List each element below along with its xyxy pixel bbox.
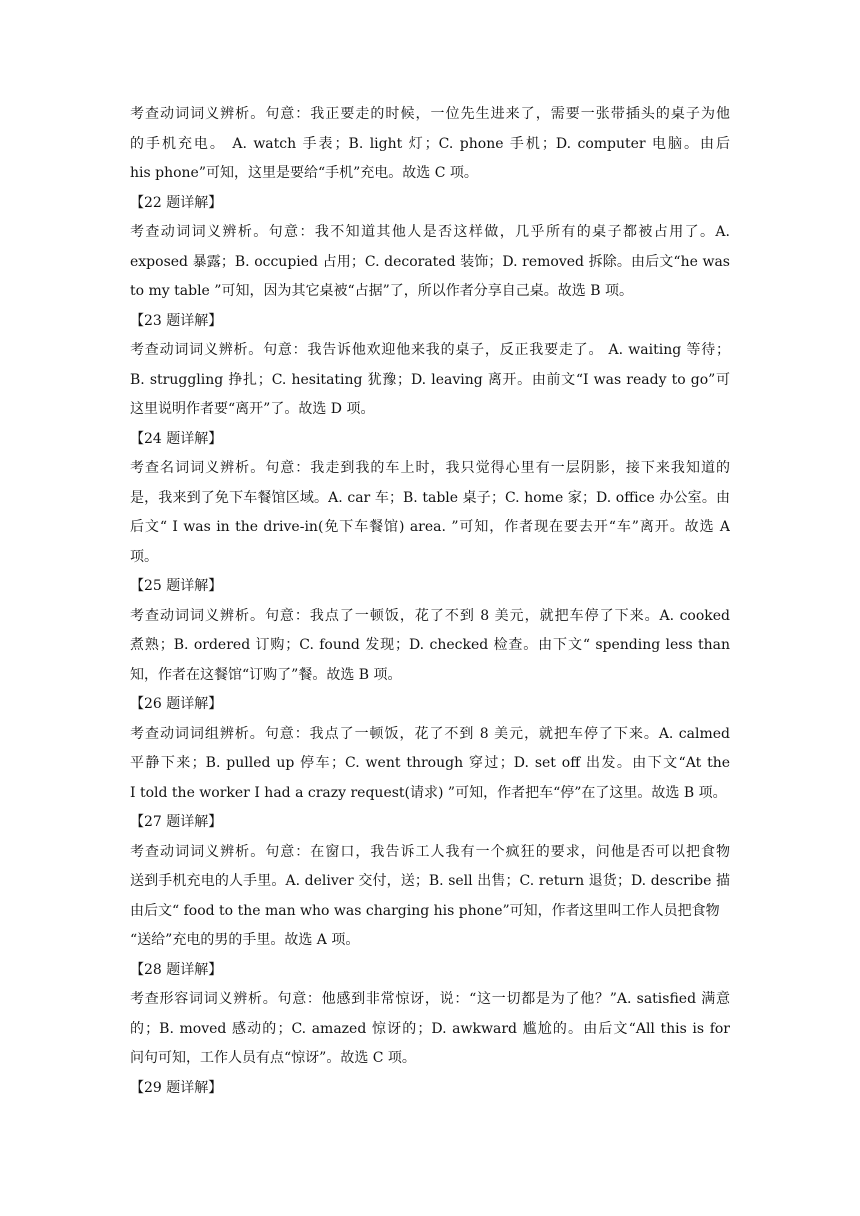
question-heading-27: 【27 题详解】	[130, 814, 223, 830]
question-heading-23: 【23 题详解】	[130, 312, 223, 329]
text-line: I told the worker I had a crazy request(请求) ”可知，作者把车“停”在了这里。故选 B 项。	[130, 784, 727, 801]
text-line: 后文“ I was in the drive-in(免下车餐馆) area. ”可知，作者现在要去开“车”离开。故选 A	[130, 519, 730, 535]
text-line: “送给”充电的男的手里。故选 A 项。	[130, 932, 360, 948]
text-line: 考查动词词义辨析。句意：我告诉他欢迎他来我的桌子，反正我要走了。 A. waiting 等待；	[130, 342, 730, 358]
question-heading-28: 【28 题详解】	[130, 961, 223, 978]
text-line: 平静下来；B. pulled up 停车；C. went through 穿过；D. set off 出发。由下文“At the	[130, 755, 730, 771]
text-line: 煮熟；B. ordered 订购；C. found 发现；D. checked 检查。由下文“ spending less than	[130, 637, 730, 653]
question-heading-22: 【22 题详解】	[130, 194, 223, 211]
question-heading-26: 【26 题详解】	[130, 696, 223, 712]
text-line: 考查形容词词义辨析。句意：他感到非常惊讶，说：“这一切都是为了他？”A. satisfied 满意	[130, 991, 730, 1007]
text-line: to my table ”可知，因为其它桌被“占据”了，所以作者分享自己桌。故选 B 项。	[130, 283, 633, 299]
text-line: 是，我来到了免下车餐馆区域。A. car 车；B. table 桌子；C. home 家；D. office 办公室。由	[130, 489, 730, 506]
text-line: 的；B. moved 感动的；C. amazed 惊讶的；D. awkward 尴尬的。由后文“All this is for	[130, 1020, 730, 1037]
question-heading-29: 【29 题详解】	[130, 1079, 223, 1096]
text-line: 考查动词词组辨析。句意：我点了一顿饭，花了不到 8 美元，就把车停了下来。A. calmed	[130, 725, 730, 742]
text-line: 考查动词词义辨析。句意：我正要走的时候，一位先生进来了，需要一张带插头的桌子为他	[130, 106, 730, 122]
question-heading-24: 【24 题详解】	[130, 430, 223, 447]
text-line: 问句可知，工作人员有点“惊讶”。故选 C 项。	[130, 1050, 416, 1066]
text-line: his phone”可知，这里是要给“手机”充电。故选 C 项。	[130, 165, 478, 181]
text-line: 这里说明作者要“离开”了。故选 D 项。	[130, 401, 375, 417]
text-line: 由后文“ food to the man who was charging his phone”可知，作者这里叫工作人员把食物	[130, 902, 720, 919]
text-line: 考查名词词义辨析。句意：我走到我的车上时，我只觉得心里有一层阴影，接下来我知道的	[130, 460, 730, 476]
question-heading-25: 【25 题详解】	[130, 578, 223, 594]
text-line: 送到手机充电的人手里。A. deliver 交付，送；B. sell 出售；C. return 退货；D. describe 描	[130, 873, 730, 889]
text-line: exposed 暴露；B. occupied 占用；C. decorated 装饰；D. removed 拆除。由后文“he was	[130, 253, 730, 270]
text-line: 考查动词词义辨析。句意：我点了一顿饭，花了不到 8 美元，就把车停了下来。A. cooked	[130, 607, 730, 624]
text-line: 的手机充电。 A. watch 手表；B. light 灯；C. phone 手机；D. computer 电脑。由后	[130, 135, 730, 152]
text-line: 项。	[130, 548, 158, 565]
answer-explanations	[130, 100, 730, 1103]
text-line: 知，作者在这餐馆“订购了”餐。故选 B 项。	[130, 666, 402, 683]
text-line: 考查动词词义辨析。句意：在窗口，我告诉工人我有一个疯狂的要求，问他是否可以把食物	[130, 843, 730, 860]
text-line: B. struggling 挣扎；C. hesitating 犹豫；D. leaving 离开。由前文“I was ready to go”可	[130, 371, 730, 388]
text-line: 考查动词词义辨析。句意：我不知道其他人是否这样做，几乎所有的桌子都被占用了。A.	[130, 224, 730, 240]
